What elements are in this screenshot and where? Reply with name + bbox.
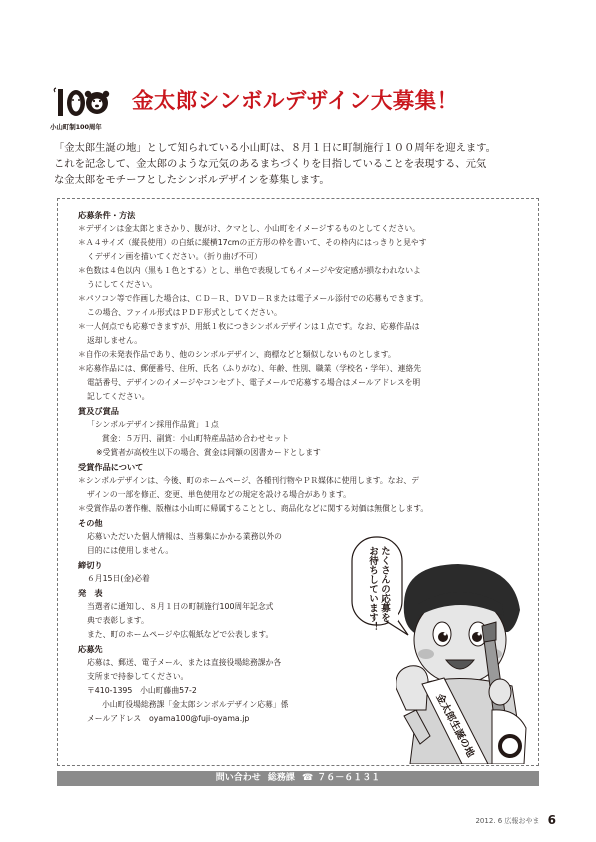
kintaro-mascot-icon bbox=[396, 560, 536, 764]
deadline-line: ６月15日(金)必着 bbox=[87, 574, 150, 583]
other-line: 目的には使用しません。 bbox=[87, 546, 174, 555]
condition-line: ＊パソコン等で作画した場合は、ＣＤ－Ｒ、ＤＶＤ－Ｒまたは電子メール添付での応募もできます。 bbox=[78, 294, 428, 303]
page-footer bbox=[475, 813, 556, 827]
other-line: 応募いただいた個人情報は、当募集にかかる業務以外の bbox=[87, 532, 282, 541]
prize-line: ※受賞者が高校生以下の場合、賞金は同額の図書カードとします bbox=[96, 448, 321, 457]
announcement-line: また、町のホームページや広報紙などで公表します。 bbox=[87, 630, 274, 639]
issue-date: 2012. 6 bbox=[475, 817, 503, 825]
submit-office: 小山町役場総務課「金太郎シンボルデザイン応募」係 bbox=[102, 700, 289, 709]
contact-bar bbox=[57, 771, 539, 786]
intro-text: 「金太郎生誕の地」として知られている小山町は、８月１日に町制施行１００周年を迎えます。 これを記念して、金太郎のような元気のあるまちづくりを目指していることを表現する、元気 な金太郎をモチーフとしたシンボルデザインを募集します。 bbox=[54, 142, 496, 187]
usage-line: ＊シンボルデザインは、今後、町のホームページ、各種刊行物やＰＲ媒体に使用します。なお、デ bbox=[78, 476, 419, 485]
centennial-logo-icon bbox=[52, 86, 132, 126]
condition-line: 電話番号、デザインのイメージやコンセプト、電子メールで応募する場合はメールアドレスを明 bbox=[87, 378, 421, 387]
condition-line: うにしてください。 bbox=[87, 280, 158, 289]
section-heading-usage: 受賞作品について bbox=[78, 462, 144, 472]
section-heading-submit: 応募先 bbox=[78, 644, 103, 654]
condition-line: 記してください。 bbox=[87, 392, 150, 401]
condition-line: ＊応募作品には、郵便番号、住所、氏名（ふりがな）、年齢、性別、職業（学校名・学年）、連絡先 bbox=[78, 364, 422, 373]
phone-icon: ☎ bbox=[302, 773, 314, 783]
submit-line: 支所まで持参してください。 bbox=[87, 672, 189, 681]
contact-phone: ７６－６１３１ bbox=[317, 773, 381, 783]
contact-department: 総務課 bbox=[267, 773, 295, 783]
usage-line: ＊受賞作品の著作権、版権は小山町に帰属することとし、商品化などに関する対価は無償とします。 bbox=[78, 504, 429, 513]
condition-line: ＊色数は４色以内（黒も１色とする）とし、単色で表現してもイメージや安定感が損なわれないよ bbox=[78, 266, 421, 275]
condition-line: くデザイン画を描いてください。（折り曲げ不可） bbox=[87, 252, 262, 261]
prize-line: 「シンボルデザイン採用作品賞」１点 bbox=[87, 420, 219, 429]
section-heading-conditions: 応募条件・方法 bbox=[78, 210, 136, 220]
logo-caption: 小山町制100周年 bbox=[50, 123, 102, 131]
bubble-text-line2: お待ちしています！ bbox=[367, 546, 378, 632]
section-heading-deadline: 締切り bbox=[78, 560, 103, 570]
announcement-line: 当選者に通知し、８月１日の町制施行100周年記念式 bbox=[87, 602, 274, 611]
condition-line: 返却しません。 bbox=[87, 336, 143, 345]
announcement-line: 典で表彰します。 bbox=[87, 616, 149, 625]
usage-line: ザインの一部を修正、変更、単色使用などの規定を設ける場合があります。 bbox=[87, 490, 351, 499]
condition-line: ＊一人何点でも応募できますが、用紙１枚につきシンボルデザインは１点です。なお、応募作品は bbox=[78, 322, 420, 331]
page-number: 6 bbox=[547, 813, 556, 827]
submit-address: 〒410-1395 小山町藤曲57-2 bbox=[87, 686, 197, 695]
contact-label: 問い合わせ bbox=[215, 773, 261, 783]
submit-line: 応募は、郵送、電子メール、または直接役場総務課か各 bbox=[87, 658, 282, 667]
section-heading-prize: 賞及び賞品 bbox=[78, 406, 119, 416]
condition-line: ＊デザインは金太郎とまさかり、腹がけ、クマとし、小山町をイメージするものとしてください。 bbox=[78, 224, 420, 233]
sash-text: 金太郎生誕の地 bbox=[433, 692, 476, 760]
submit-email: メールアドレス oyama100@fuji-oyama.jp bbox=[87, 714, 250, 723]
publication-name: 広報おやま bbox=[504, 817, 540, 825]
page-title: 金太郎シンボルデザイン大募集！ bbox=[132, 89, 459, 114]
bubble-text-line1: たくさんの応募を bbox=[379, 546, 390, 622]
condition-line: この場合、ファイル形式はＰＤＦ形式としてください。 bbox=[87, 308, 282, 317]
condition-line: ＊自作の未発表作品であり、他のシンボルデザイン、商標などと類似しないものとします。 bbox=[78, 350, 396, 359]
section-heading-other: その他 bbox=[78, 518, 103, 528]
prize-line: 賞金：５万円、副賞：小山町特産品詰め合わせセット bbox=[102, 434, 290, 443]
section-heading-announcement: 発 表 bbox=[78, 588, 103, 598]
condition-line: ＊Ａ４サイズ（縦長使用）の白紙に縦横17cmの正方形の枠を書いて、その枠内にはっきりと見やす bbox=[78, 238, 427, 247]
